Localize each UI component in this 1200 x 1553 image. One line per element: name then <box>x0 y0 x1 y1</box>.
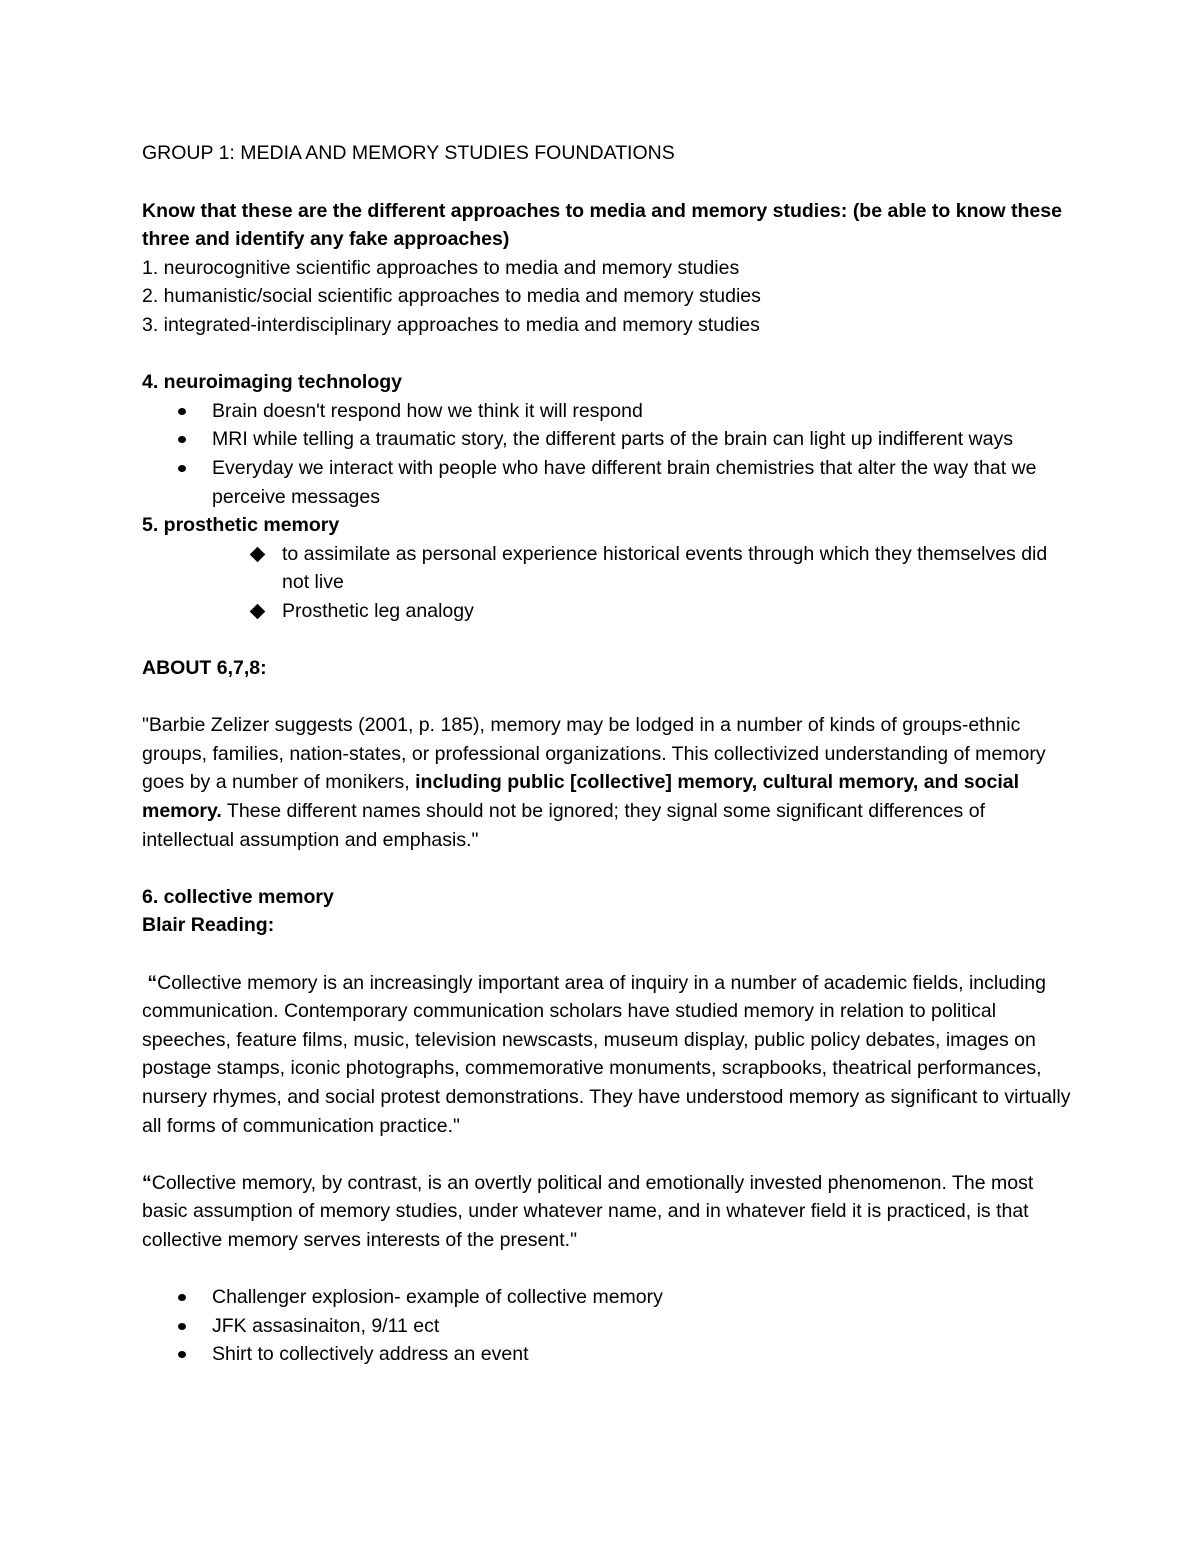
list-item <box>142 425 1072 454</box>
list-item <box>142 1340 1072 1369</box>
section-5-heading: 5. prosthetic memory <box>142 514 340 537</box>
document-title: GROUP 1: MEDIA AND MEMORY STUDIES FOUNDATIONS <box>142 142 675 164</box>
list-item-text: Challenger explosion- example of collective memory <box>212 1286 663 1309</box>
spacer <box>142 1140 1072 1169</box>
bullet-icon <box>178 436 186 443</box>
section-4-list <box>142 397 1072 511</box>
diamond-bullet-icon <box>250 604 266 620</box>
list-item-text: Prosthetic leg analogy <box>282 599 474 622</box>
approach-item: 3. integrated-interdisciplinary approaches to media and memory studies <box>142 313 760 336</box>
zelizer-quote-start: "Barbie Zelizer suggests (2001, p. 185), memory may be lodged in a number of kinds of groups-ethnic groups, families, nation-states, or professional organizations. This collectivized understanding of memory goes by a number of monikers, <box>142 714 1046 794</box>
section-6-heading: 6. collective memory <box>142 885 334 908</box>
spacer <box>142 340 1072 369</box>
spacer <box>142 1255 1072 1284</box>
spacer <box>142 940 1072 969</box>
blair-quote-1-text: Collective memory is an increasingly important area of inquiry in a number of academic fields, including communication. Contemporary communication scholars have studied memory in relation to political speeches, feature films, music, television newscasts, museum display, public policy debates, images on postage stamps, iconic photographs, commemorative monuments, scrapbooks, theatrical performances, nursery rhymes, and social protest demonstrations. They have understood memory as significant to virtually all forms of communication practice." <box>142 971 1071 1137</box>
blair-quote-2 <box>142 1169 1072 1255</box>
list-item <box>142 454 1072 511</box>
list-item <box>142 397 1072 426</box>
zelizer-quote <box>142 711 1072 854</box>
diamond-bullet-icon <box>250 546 266 562</box>
section-4-heading: 4. neuroimaging technology <box>142 371 403 394</box>
list-item-text: Everyday we interact with people who have different brain chemistries that alter the way that we perceive messages <box>212 456 1037 508</box>
bullet-icon <box>178 1351 186 1358</box>
section-5-list <box>142 540 1072 626</box>
list-item <box>142 597 1072 626</box>
approaches-heading: Know that these are the different approaches to media and memory studies: (be able to know these three and identify any fake approaches) <box>142 199 1062 251</box>
list-item-text: Shirt to collectively address an event <box>212 1343 529 1366</box>
bullet-icon <box>178 465 186 472</box>
open-quote-mark: “ <box>142 1171 152 1194</box>
blair-quote-1 <box>142 969 1072 1141</box>
zelizer-quote-end: These different names should not be ignored; they signal some significant differences of intellectual assumption and emphasis." <box>142 800 985 851</box>
section-6-list <box>142 1283 1072 1369</box>
spacer <box>142 683 1072 712</box>
list-item-text: to assimilate as personal experience historical events through which they themselves did not live <box>282 542 1048 594</box>
list-item <box>142 1283 1072 1312</box>
list-item <box>142 1312 1072 1341</box>
spacer <box>142 626 1072 655</box>
list-item-text: MRI while telling a traumatic story, the different parts of the brain can light up indifferent ways <box>212 428 1013 451</box>
about-heading: ABOUT 6,7,8: <box>142 657 267 680</box>
list-item-text: Brain doesn't respond how we think it will respond <box>212 399 643 422</box>
document-page <box>142 139 1072 1369</box>
blair-reading-heading: Blair Reading: <box>142 914 275 937</box>
open-quote-mark: “ <box>147 971 158 994</box>
bullet-icon <box>178 408 186 415</box>
bullet-icon <box>178 1323 186 1330</box>
zelizer-quote-bold: including public [collective] memory, cultural memory, and social memory. <box>142 771 1020 823</box>
approach-item: 2. humanistic/social scientific approaches to media and memory studies <box>142 285 761 308</box>
blair-quote-2-text: Collective memory, by contrast, is an overtly political and emotionally invested phenomenon. The most basic assumption of memory studies, under whatever name, and in whatever field it is practiced, is that collective memory serves interests of the present." <box>142 1171 1034 1251</box>
bullet-icon <box>178 1294 186 1301</box>
spacer <box>142 854 1072 883</box>
approach-item: 1. neurocognitive scientific approaches to media and memory studies <box>142 256 740 279</box>
list-item <box>142 540 1072 597</box>
list-item-text: JFK assasinaiton, 9/11 ect <box>212 1314 440 1337</box>
